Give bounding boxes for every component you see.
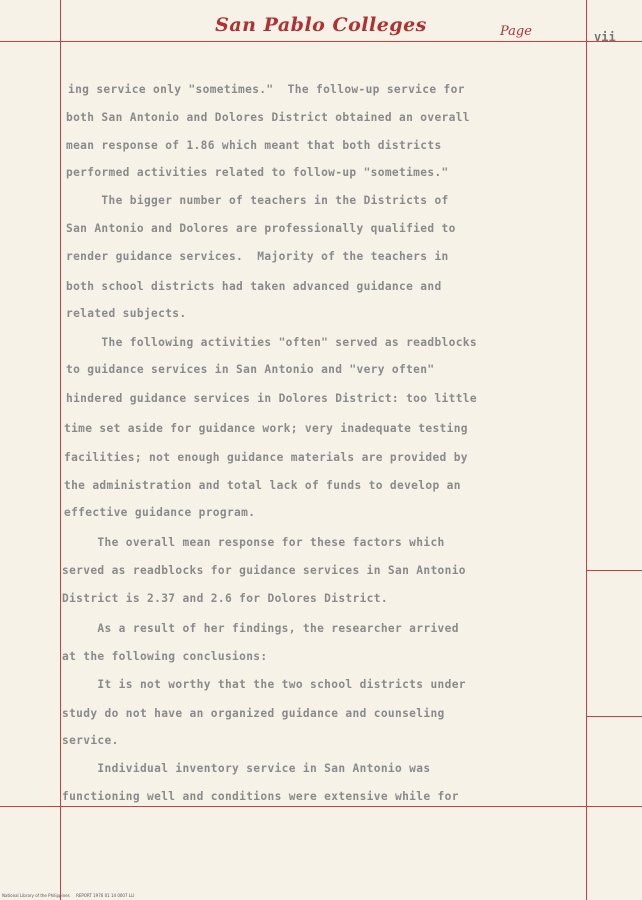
text-line: time set aside for guidance work; very inadequate testing (64, 422, 468, 435)
text-line: mean response of 1.86 which meant that both districts (66, 139, 442, 152)
text-line: service. (62, 734, 119, 747)
text-line: Individual inventory service in San Antonio was (62, 762, 431, 775)
text-line: to guidance services in San Antonio and "very often" (66, 363, 435, 376)
text-line: both school districts had taken advanced guidance and (66, 280, 442, 293)
text-line: It is not worthy that the two school districts under (62, 678, 466, 691)
text-line: facilities; not enough guidance materials are provided by (64, 451, 468, 464)
text-line: render guidance services. Majority of the teachers in (66, 250, 449, 263)
text-line: performed activities related to follow-up "sometimes." (66, 166, 449, 179)
text-line: served as readblocks for guidance services in San Antonio (62, 564, 466, 577)
right-margin-tick-rule (586, 570, 642, 571)
page-label: Page (500, 24, 532, 39)
text-line: functioning well and conditions were extensive while for (62, 790, 459, 803)
bottom-margin-rule (0, 806, 642, 807)
text-line: the administration and total lack of funds to develop an (64, 479, 461, 492)
text-line: both San Antonio and Dolores District obtained an overall (66, 111, 470, 124)
archive-footer-note: National Library of the Philippines REPORT 1976 01 14 0007 LLI (2, 893, 135, 898)
text-line: San Antonio and Dolores are professionally qualified to (66, 222, 456, 235)
text-line: hindered guidance services in Dolores District: too little (66, 392, 477, 405)
text-line: study do not have an organized guidance and counseling (62, 707, 445, 720)
letterhead-title: San Pablo Colleges (215, 14, 427, 36)
right-margin-rule (586, 0, 587, 900)
right-margin-tick-rule (586, 716, 642, 717)
text-line: The following activities "often" served as readblocks (66, 336, 477, 349)
text-line: The bigger number of teachers in the Districts of (66, 194, 449, 207)
text-line: effective guidance program. (64, 506, 256, 519)
text-line: ing service only "sometimes." The follow-up service for (68, 83, 465, 96)
header-rule (0, 41, 642, 42)
text-line: District is 2.37 and 2.6 for Dolores District. (62, 592, 388, 605)
text-line: related subjects. (66, 307, 187, 320)
text-line: The overall mean response for these factors which (62, 536, 445, 549)
left-margin-rule (60, 0, 61, 900)
text-line: at the following conclusions: (62, 650, 268, 663)
page-number: vii (594, 30, 616, 44)
text-line: As a result of her findings, the researcher arrived (62, 622, 459, 635)
